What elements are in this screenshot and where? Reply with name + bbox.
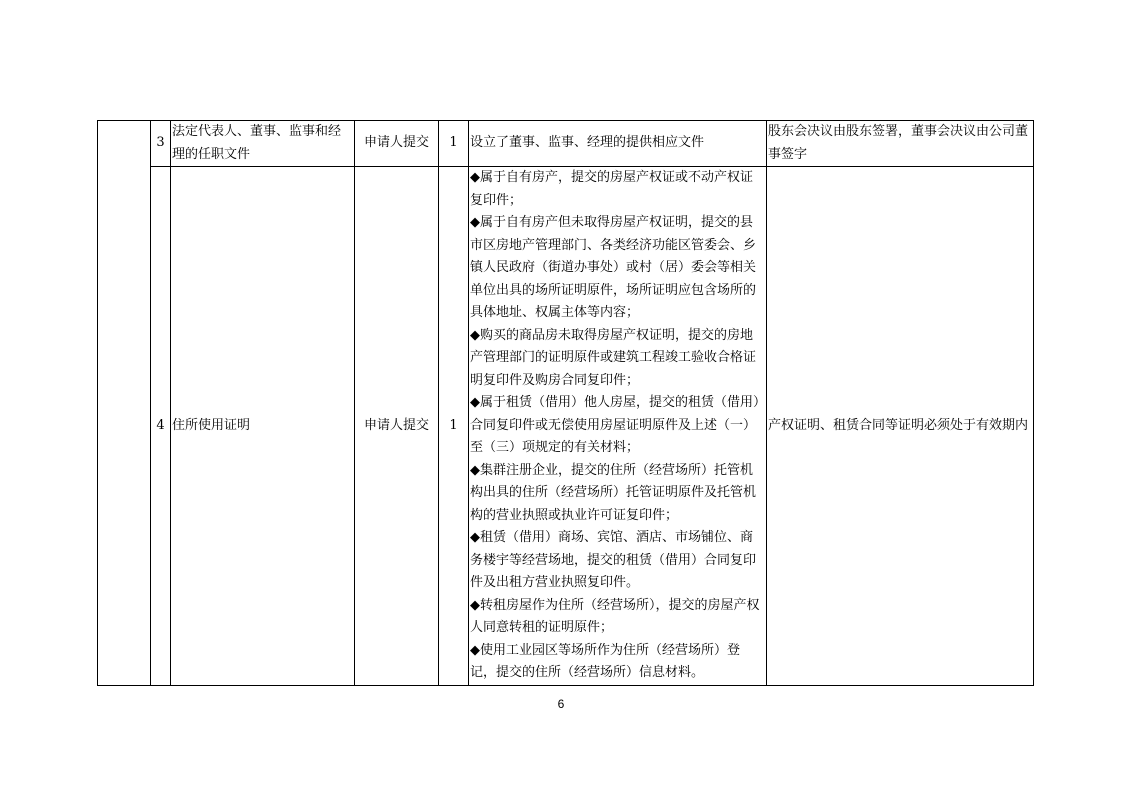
standard-item: ◆集群注册企业，提交的住所（经营场所）托管机构出具的住所（经营场所）托管证明原件及托管机构的营业执照或执业许可证复印件； — [470, 462, 757, 523]
material-name: 住所使用证明 — [171, 167, 355, 686]
materials-table — [97, 120, 1034, 686]
submitter: 申请人提交 — [355, 121, 439, 167]
standard-item: ◆属于自有房产，提交的房屋产权证或不动产权证复印件； — [470, 170, 753, 208]
standard-item: ◆租赁（借用）商场、宾馆、酒店、市场铺位、商务楼宇等经营场地，提交的租赁（借用）合同复印件及出租方营业执照复印件。 — [470, 530, 757, 590]
standard-item: ◆属于租赁（借用）他人房屋，提交的租赁（借用）合同复印件或无偿使用房屋证明原件及上述（一）至（三）项规定的有关材料； — [470, 395, 760, 455]
material-standard — [469, 167, 767, 686]
row-number: 4 — [151, 167, 171, 686]
standard-item: ◆使用工业园区等场所作为住所（经营场所）登记，提交的住所（经营场所）信息材料。 — [470, 642, 740, 680]
standard-item: ◆转租房屋作为住所（经营场所），提交的房屋产权人同意转租的证明原件； — [470, 597, 760, 635]
submitter: 申请人提交 — [355, 167, 439, 686]
page-number: 6 — [557, 697, 565, 711]
category-cell — [98, 121, 151, 686]
standard-item: ◆属于自有房产但未取得房屋产权证明，提交的县市区房地产管理部门、各类经济功能区管委会、乡镇人民政府（街道办事处）或村（居）委会等相关单位出具的场所证明原件，场所证明应包含场所的具体地址、权属主体等内容； — [470, 215, 757, 320]
standard-item: ◆购买的商品房未取得房屋产权证明，提交的房地产管理部门的证明原件或建筑工程竣工验收合格证明复印件及购房合同复印件； — [470, 327, 757, 388]
material-standard: 设立了董事、监事、经理的提供相应文件 — [469, 121, 767, 167]
material-note: 股东会决议由股东签署，董事会决议由公司董事签字 — [767, 121, 1034, 167]
material-note: 产权证明、租赁合同等证明必须处于有效期内 — [767, 167, 1034, 686]
row-number: 3 — [151, 121, 171, 167]
material-name: 法定代表人、董事、监事和经理的任职文件 — [171, 121, 355, 167]
copy-count: 1 — [439, 167, 469, 686]
copy-count: 1 — [439, 121, 469, 167]
table-row — [98, 167, 1034, 686]
table-row — [98, 121, 1034, 167]
